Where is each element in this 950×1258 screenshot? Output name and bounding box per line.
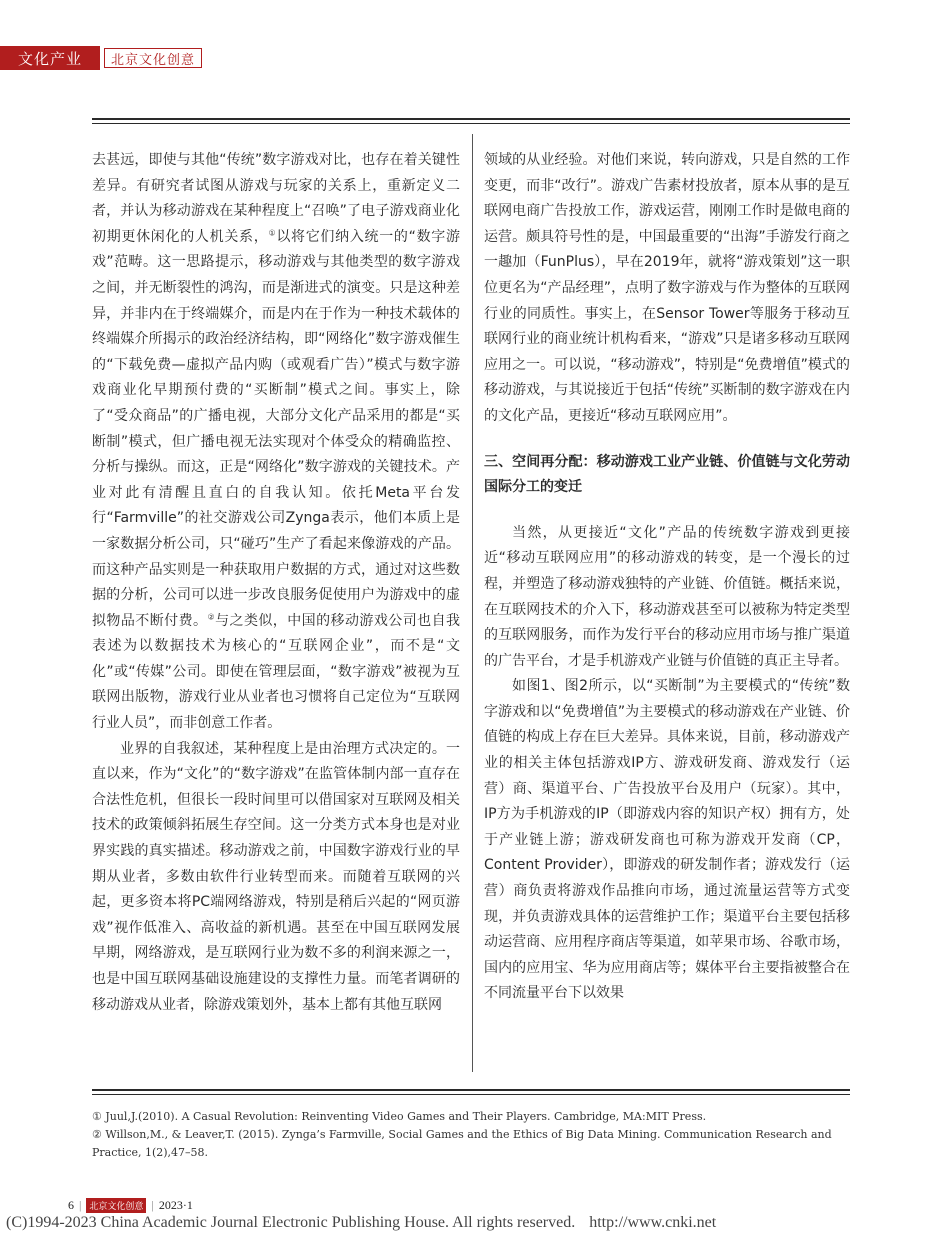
cnki-link[interactable]: http://www.cnki.net bbox=[589, 1214, 717, 1231]
right-column bbox=[484, 148, 850, 1007]
footnote-2: ② Willson,M., & Leaver,T. (2015). Zynga’s Farmville, Social Games and the Ethics of Big Data Mining. Communication Research and Practice, 1(2),47–58. bbox=[92, 1128, 832, 1159]
footnote-ref-2[interactable]: ② bbox=[207, 612, 216, 622]
footnote-rule-thin bbox=[92, 1094, 850, 1095]
copyright-text: (C)1994-2023 China Academic Journal Electronic Publishing House. All rights reserved. bbox=[6, 1214, 576, 1231]
left-column bbox=[92, 148, 460, 1018]
copyright-line bbox=[6, 1214, 716, 1232]
footnote-1: ① Juul,J.(2010). A Casual Revolution: Reinventing Video Games and Their Players. Cambridge, MA:MIT Press. bbox=[92, 1110, 707, 1123]
page-number: 6 bbox=[68, 1198, 74, 1212]
left-paragraph-1: 去甚远，即使与其他“传统”数字游戏对比，也存在着关键性差异。有研究者试图从游戏与玩家的关系上，重新定义二者，并认为移动游戏在某种程度上“召唤”了电子游戏商业化初期更休闲化的人机关系，①以将它们纳入统一的“数字游戏”范畴。这一思路提示，移动游戏与其他类型的数字游戏之间，并无断裂性的鸿沟，而是渐进式的演变。只是这种差异，并非内在于终端媒介，而是内在于作为一种技术载体的终端媒介所揭示的政治经济结构，即“网络化”数字游戏催生的“下载免费—虚拟产品内购（或观看广告）”模式与数字游戏商业化早期预付费的“买断制”模式之间。事实上，除了“受众商品”的广播电视，大部分文化产品采用的都是“买断制”模式，但广播电视无法实现对个体受众的精确监控、分析与操纵。而这，正是“网络化”数字游戏的关键技术。产业对此有清醒且直白的自我认知。依托Meta平台发行“Farmville”的社交游戏公司Zynga表示，他们本质上是一家数据分析公司，只“碰巧”生产了看起来像游戏的产品。而这种产品实则是一种获取用户数据的方式，通过对这些数据的分析，公司可以进一步改良服务促使用户为游戏中的虚拟物品不断付费。②与之类似，中国的移动游戏公司也自我表述为以数据技术为核心的“互联网企业”，而不是“文化”或“传媒”公司。即使在管理层面，“数字游戏”被视为互联网出版物，游戏行业从业者也习惯将自己定位为“互联网行业人员”，而非创意工作者。 bbox=[92, 152, 461, 732]
page-footer bbox=[68, 1198, 193, 1213]
footer-separator: | bbox=[79, 1198, 82, 1212]
top-rule-thick bbox=[92, 118, 850, 120]
footnote-rule-thick bbox=[92, 1089, 850, 1091]
column-label: 北京文化创意 bbox=[104, 48, 202, 68]
page-header bbox=[0, 46, 202, 70]
right-paragraph-1: 领域的从业经验。对他们来说，转向游戏，只是自然的工作变更，而非“改行”。游戏广告素材投放者，原本从事的是互联网电商广告投放工作，游戏运营，刚刚工作时是做电商的运营。颇具符号性的是，中国最重要的“出海”手游发行商之一趣加（FunPlus），早在2019年，就将“游戏策划”这一职位更名为“产品经理”，点明了数字游戏与作为整体的互联网行业的同质性。事实上，在Sensor Tower等服务于移动互联网行业的商业统计机构看来，“游戏”只是诸多移动互联网应用之一。可以说，“移动游戏”，特别是“免费增值”模式的移动游戏，与其说接近于包括“传统”买断制的数字游戏在内的文化产品，更接近“移动互联网应用”。 bbox=[484, 152, 850, 424]
footnote-ref-1[interactable]: ① bbox=[268, 228, 277, 238]
top-rule-thin bbox=[92, 123, 850, 124]
footer-separator-2: | bbox=[151, 1198, 154, 1212]
issue-number: 2023·1 bbox=[158, 1198, 193, 1212]
column-divider bbox=[472, 134, 473, 1072]
section-heading: 三、空间再分配：移动游戏工业产业链、价值链与文化劳动国际分工的变迁 bbox=[484, 453, 850, 496]
journal-logo: 北京文化创意 bbox=[86, 1198, 146, 1213]
right-paragraph-3: 如图1、图2所示，以“买断制”为主要模式的“传统”数字游戏和以“免费增值”为主要模式的移动游戏在产业链、价值链的构成上存在巨大差异。具体来说，目前，移动游戏产业的相关主体包括游戏IP方、游戏研发商、游戏发行（运营）商、渠道平台、广告投放平台及用户（玩家）。其中，IP方为手机游戏的IP（即游戏内容的知识产权）拥有方，处于产业链上游；游戏研发商也可称为游戏开发商（CP，Content Provider），即游戏的研发制作者；游戏发行（运营）商负责将游戏作品推向市场，通过流量运营等方式变现，并负责游戏具体的运营维护工作；渠道平台主要包括移动运营商、应用程序商店等渠道，如苹果市场、谷歌市场，国内的应用宝、华为应用商店等；媒体平台主要指被整合在不同流量平台下以效果 bbox=[484, 678, 850, 1002]
right-paragraph-2: 当然，从更接近“文化”产品的传统数字游戏到更接近“移动互联网应用”的移动游戏的转变，是一个漫长的过程，并塑造了移动游戏独特的产业链、价值链。概括来说，在互联网技术的介入下，移动游戏甚至可以被称为特定类型的互联网服务，而作为发行平台的移动应用市场与推广渠道的广告平台，才是手机游戏产业链与价值链的真正主导者。 bbox=[484, 524, 850, 669]
left-paragraph-2: 业界的自我叙述，某种程度上是由治理方式决定的。一直以来，作为“文化”的“数字游戏”在监管体制内部一直存在合法性危机，但很长一段时间里可以借国家对互联网及相关技术的政策倾斜拓展生存空间。这一分类方式本身也是对业界实践的真实描述。移动游戏之前，中国数字游戏行业的早期从业者，多数由软件行业转型而来。而随着互联网的兴起，更多资本将PC端网络游戏，特别是稍后兴起的“网页游戏”视作低准入、高收益的新机遇。甚至在中国互联网发展早期，网络游戏，是互联网行业为数不多的利润来源之一，也是中国互联网基础设施建设的支撑性力量。而笔者调研的移动游戏从业者，除游戏策划外，基本上都有其他互联网 bbox=[92, 740, 460, 1013]
footnotes bbox=[92, 1108, 850, 1162]
section-label: 文化产业 bbox=[0, 46, 100, 70]
